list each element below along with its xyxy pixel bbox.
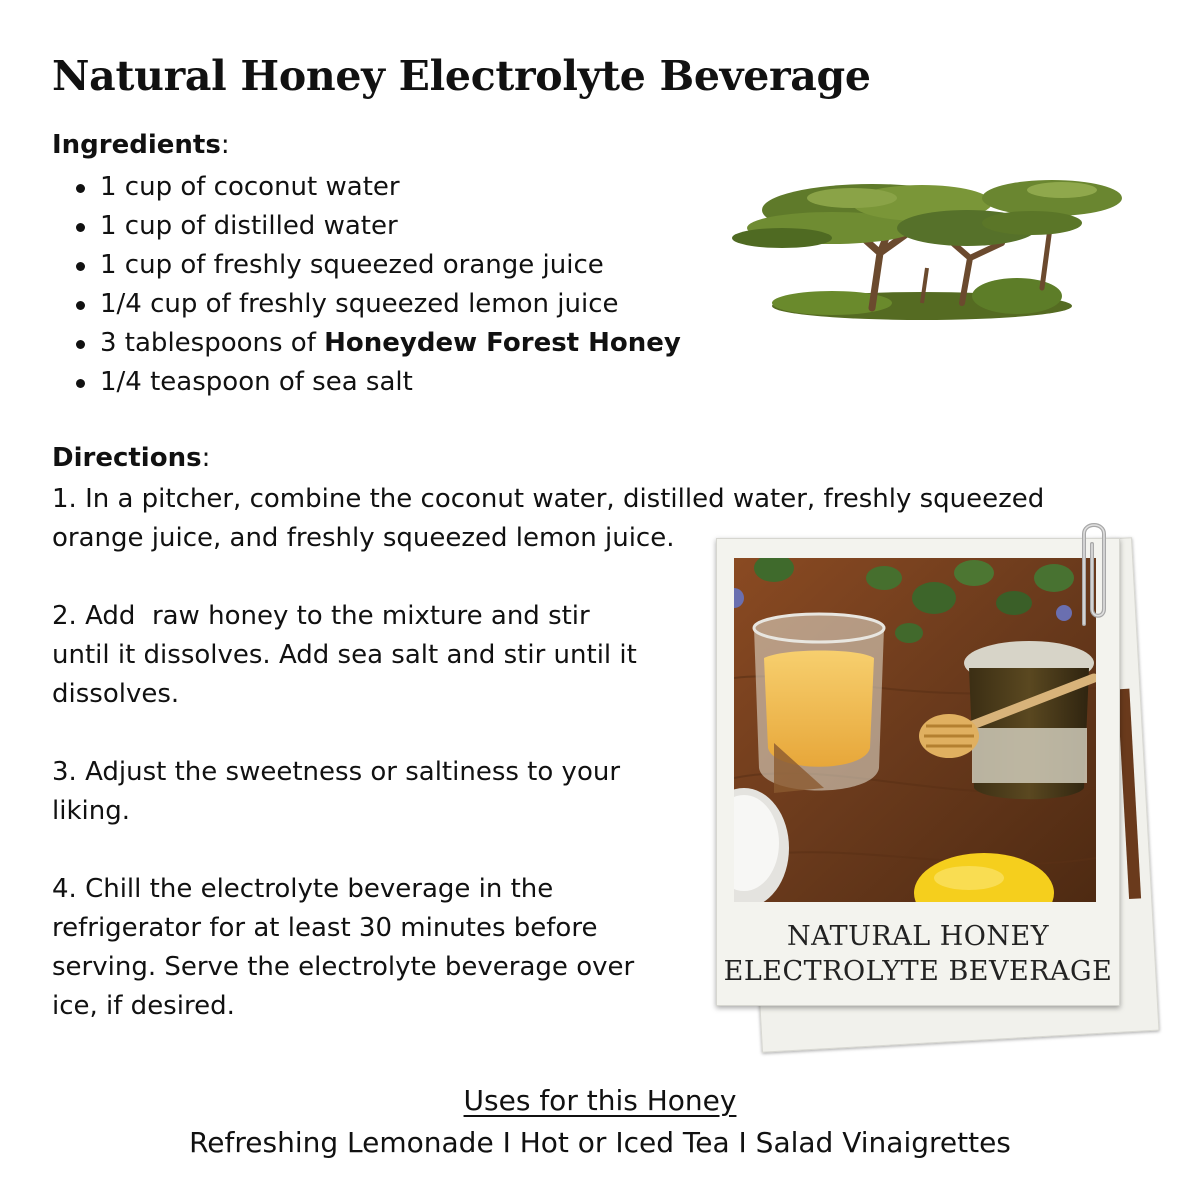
ingredients-heading [52,130,230,160]
ingredient-item [100,207,681,246]
ingredient-text: 1 cup of freshly squeezed orange juice [100,250,604,280]
step-line: ice, if desired. [52,991,235,1021]
ingredient-text: 3 tablespoons of [100,328,325,358]
ingredient-item [100,168,681,207]
step-line: liking. [52,796,130,826]
page-title: Natural Honey Electrolyte Beverage [52,52,871,100]
direction-step-4 [52,870,634,1026]
caption-line: NATURAL HONEY [786,921,1050,952]
uses-heading: Uses for this Honey [463,1084,737,1117]
honey-product-name: Honeydew Forest Honey [324,328,681,358]
step-line: 3. Adjust the sweetness or saltiness to your [52,757,621,787]
directions-heading [52,443,210,473]
step-line: serving. Serve the electrolyte beverage over [52,952,635,982]
caption-line: ELECTROLYTE BEVERAGE [723,956,1113,987]
directions-heading-label: Directions [52,443,202,473]
ingredients-heading-colon: : [220,130,230,160]
step-line: 4. Chill the electrolyte beverage in the [52,874,554,904]
beverage-photo [734,558,1096,902]
photo-card [716,538,1120,1006]
step-line: orange juice, and freshly squeezed lemon juice. [52,523,675,553]
step-line: refrigerator for at least 30 minutes before [52,913,598,943]
tree-illustration [722,168,1126,324]
ingredient-item [100,363,681,402]
paperclip-icon [1072,514,1112,632]
direction-step-3 [52,753,620,831]
directions-heading-colon: : [201,443,211,473]
ingredient-item [100,324,681,363]
ingredients-list [72,168,681,402]
photo-caption [717,919,1119,989]
step-line: 1. In a pitcher, combine the coconut water, distilled water, freshly squeezed [52,484,1045,514]
ingredient-text: 1 cup of coconut water [100,172,400,202]
ingredient-text: 1/4 cup of freshly squeezed lemon juice [100,289,619,319]
uses-list: Refreshing Lemonade I Hot or Iced Tea I Salad Vinaigrettes [189,1126,1011,1159]
step-line: 2. Add raw honey to the mixture and stir [52,601,590,631]
ingredient-item [100,246,681,285]
ingredient-item [100,285,681,324]
ingredient-text: 1/4 teaspoon of sea salt [100,367,413,397]
ingredients-heading-label: Ingredients [52,130,221,160]
step-line: dissolves. [52,679,180,709]
step-line: until it dissolves. Add sea salt and stir until it [52,640,637,670]
direction-step-2 [52,597,637,714]
ingredient-text: 1 cup of distilled water [100,211,398,241]
